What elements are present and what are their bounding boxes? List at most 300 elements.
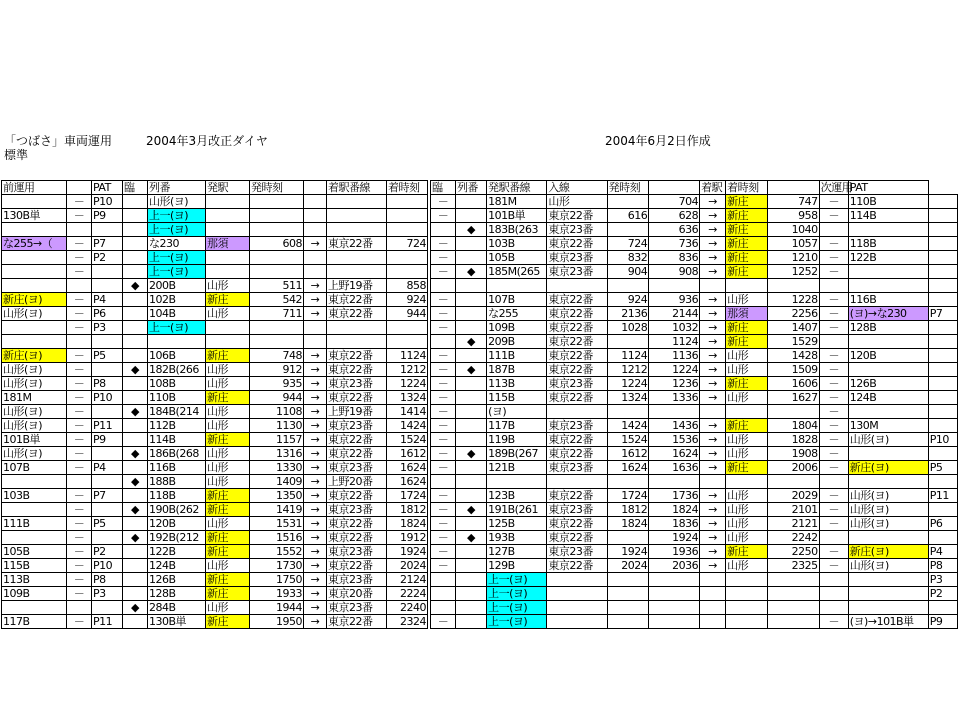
table-cell: →	[700, 237, 726, 251]
table-cell: P4	[92, 293, 123, 307]
table-cell: 186B(268	[148, 447, 206, 461]
table-cell: 1124	[649, 335, 700, 349]
table-cell: 183B(263	[487, 223, 547, 237]
column-header: 列番	[455, 181, 486, 195]
table-cell: P6	[92, 307, 123, 321]
table-cell	[928, 405, 957, 419]
table-cell	[123, 461, 148, 475]
table-row	[431, 237, 958, 251]
table-cell: →	[304, 391, 327, 405]
column-header: 臨	[123, 181, 148, 195]
header-row	[2, 181, 428, 195]
table-row	[431, 335, 958, 349]
table-cell: －	[431, 461, 456, 475]
table-cell	[928, 209, 957, 223]
table-cell	[700, 405, 726, 419]
table-cell: 113B	[487, 377, 547, 391]
column-header: 着時刻	[387, 181, 428, 195]
table-cell: P6	[928, 517, 957, 531]
table-cell: 2240	[387, 601, 428, 615]
table-cell: 山形	[726, 363, 768, 377]
table-cell: －	[819, 349, 848, 363]
table-cell	[848, 601, 928, 615]
table-cell: 東京23番	[547, 377, 607, 391]
table-cell: 東京22番	[327, 433, 387, 447]
table-cell: －	[67, 615, 92, 629]
table-row	[2, 391, 428, 405]
table-cell: P4	[928, 545, 957, 559]
table-cell: 209B	[487, 335, 547, 349]
table-cell: 1812	[607, 503, 649, 517]
table-cell: P11	[92, 615, 123, 629]
table-row	[431, 489, 958, 503]
table-cell: －	[67, 265, 92, 279]
table-cell: 1436	[649, 419, 700, 433]
table-cell: →	[700, 195, 726, 209]
table-cell: －	[431, 545, 456, 559]
table-cell: －	[67, 293, 92, 307]
table-row	[431, 307, 958, 321]
table-cell: 724	[387, 237, 428, 251]
table-cell	[387, 223, 428, 237]
column-header: 次運用	[820, 181, 853, 194]
table-cell: P2	[928, 587, 957, 601]
table-cell: 東京22番	[547, 559, 607, 573]
column-header: 入線	[547, 181, 607, 195]
table-cell: ◆	[123, 363, 148, 377]
table-cell: →	[700, 545, 726, 559]
table-row	[431, 615, 958, 629]
table-cell: 126B	[148, 573, 206, 587]
table-cell: 東京22番	[547, 237, 607, 251]
table-cell: 1524	[387, 433, 428, 447]
table-cell: －	[819, 209, 848, 223]
table-row	[431, 461, 958, 475]
table-cell: 104B	[148, 307, 206, 321]
table-cell	[455, 195, 486, 209]
table-cell: 1032	[649, 321, 700, 335]
column-header: 発時刻	[607, 181, 649, 195]
table-cell: 山形	[206, 559, 250, 573]
table-cell: →	[304, 489, 327, 503]
table-row	[431, 363, 958, 377]
subtitle: 標準	[4, 148, 29, 162]
table-cell: 2024	[607, 559, 649, 573]
table-cell	[387, 209, 428, 223]
table-cell: 新庄	[206, 531, 250, 545]
table-cell: 1057	[767, 237, 819, 251]
table-cell	[547, 405, 607, 419]
table-cell: 115B	[487, 391, 547, 405]
table-cell: 山形	[547, 195, 607, 209]
table-cell: 616	[607, 209, 649, 223]
table-cell: 山形(ヨ)	[2, 307, 67, 321]
table-row	[2, 559, 428, 573]
table-cell	[123, 419, 148, 433]
table-row	[431, 587, 958, 601]
column-header: 発駅	[206, 181, 250, 195]
table-cell: 東京22番	[547, 209, 607, 223]
table-cell: →	[304, 237, 327, 251]
table-cell: 130B単	[148, 615, 206, 629]
column-header: 発駅番線	[487, 181, 547, 195]
table-cell: －	[431, 195, 456, 209]
table-cell: 東京22番	[327, 307, 387, 321]
table-cell: →	[304, 447, 327, 461]
table-cell: 1836	[649, 517, 700, 531]
table-cell	[819, 573, 848, 587]
table-cell: 1624	[387, 461, 428, 475]
table-cell: 1924	[649, 531, 700, 545]
table-cell: 1730	[250, 559, 304, 573]
table-cell	[928, 223, 957, 237]
table-row	[431, 447, 958, 461]
table-cell: 1824	[649, 503, 700, 517]
table-cell: →	[700, 461, 726, 475]
table-cell: 2242	[767, 531, 819, 545]
table-cell: －	[67, 545, 92, 559]
table-cell: 119B	[487, 433, 547, 447]
table-cell	[92, 503, 123, 517]
table-cell: 111B	[2, 517, 67, 531]
table-cell	[649, 573, 700, 587]
table-cell	[2, 321, 67, 335]
table-cell: 東京22番	[327, 349, 387, 363]
table-row	[431, 293, 958, 307]
table-cell	[767, 615, 819, 629]
table-row	[2, 517, 428, 531]
table-cell	[547, 475, 607, 489]
table-cell	[327, 321, 387, 335]
table-cell: 1912	[387, 531, 428, 545]
table-cell	[848, 363, 928, 377]
table-cell: 新庄	[206, 587, 250, 601]
table-cell: 東京22番	[327, 237, 387, 251]
table-cell: 2121	[767, 517, 819, 531]
table-cell	[327, 335, 387, 349]
table-cell: P7	[92, 237, 123, 251]
table-cell: －	[67, 489, 92, 503]
table-cell: －	[67, 349, 92, 363]
table-cell: 山形	[206, 461, 250, 475]
table-cell	[2, 503, 67, 517]
table-row	[2, 615, 428, 629]
table-cell: 109B	[2, 587, 67, 601]
table-cell: 2029	[767, 489, 819, 503]
table-cell: 836	[649, 251, 700, 265]
table-row	[2, 545, 428, 559]
table-cell: 山形(ヨ)	[848, 517, 928, 531]
table-cell: P9	[92, 433, 123, 447]
table-cell: 1424	[607, 419, 649, 433]
table-cell	[547, 279, 607, 293]
table-cell: 東京23番	[547, 419, 607, 433]
table-cell	[767, 587, 819, 601]
table-cell: 181M	[2, 391, 67, 405]
table-cell: 東京23番	[327, 601, 387, 615]
table-cell	[607, 279, 649, 293]
table-cell	[92, 223, 123, 237]
table-cell	[304, 251, 327, 265]
table-cell: 944	[250, 391, 304, 405]
table-cell: 1157	[250, 433, 304, 447]
table-cell: －	[431, 517, 456, 531]
table-cell	[649, 615, 700, 629]
table-cell: －	[431, 321, 456, 335]
table-cell	[928, 293, 957, 307]
table-cell: －	[67, 531, 92, 545]
table-cell	[928, 349, 957, 363]
table-cell: 1228	[767, 293, 819, 307]
table-cell	[123, 335, 148, 349]
table-cell: 山形	[726, 517, 768, 531]
table-cell: ◆	[455, 447, 486, 461]
table-cell	[848, 531, 928, 545]
table-cell: 1612	[607, 447, 649, 461]
table-cell	[928, 391, 957, 405]
table-cell	[123, 489, 148, 503]
table-cell	[848, 265, 928, 279]
table-cell: －	[67, 391, 92, 405]
table-cell	[455, 419, 486, 433]
table-cell	[928, 237, 957, 251]
table-cell: 704	[649, 195, 700, 209]
table-cell: →	[304, 377, 327, 391]
table-cell	[928, 251, 957, 265]
table-cell: 東京22番	[327, 615, 387, 629]
table-cell: －	[819, 433, 848, 447]
table-cell: 200B	[148, 279, 206, 293]
table-cell: －	[431, 377, 456, 391]
table-cell: P5	[92, 517, 123, 531]
table-cell	[607, 573, 649, 587]
table-cell: 103B	[487, 237, 547, 251]
table-cell: 新庄	[726, 209, 768, 223]
table-cell: －	[67, 307, 92, 321]
table-cell: 山形(ヨ)	[2, 419, 67, 433]
table-cell: －	[819, 363, 848, 377]
table-cell: 189B(267	[487, 447, 547, 461]
table-cell: 新庄	[726, 237, 768, 251]
table-cell	[700, 615, 726, 629]
table-cell	[819, 475, 848, 489]
table-cell: ◆	[123, 601, 148, 615]
table-cell	[726, 587, 768, 601]
table-cell: －	[431, 293, 456, 307]
table-row	[431, 195, 958, 209]
table-cell: 1516	[250, 531, 304, 545]
table-cell: ◆	[455, 503, 486, 517]
table-cell: 1210	[767, 251, 819, 265]
table-cell	[67, 475, 92, 489]
table-cell	[123, 433, 148, 447]
table-cell: －	[67, 461, 92, 475]
table-cell: 1824	[387, 517, 428, 531]
table-cell: －	[431, 531, 456, 545]
table-cell: 1924	[607, 545, 649, 559]
column-header: PAT	[92, 181, 123, 195]
table-row	[431, 391, 958, 405]
table-cell: 181M	[487, 195, 547, 209]
table-cell: (ヨ)→な230	[848, 307, 928, 321]
table-cell: →	[700, 363, 726, 377]
table-cell: 1612	[387, 447, 428, 461]
table-cell	[92, 279, 123, 293]
table-cell	[92, 601, 123, 615]
table-cell: 東京23番	[327, 573, 387, 587]
table-cell: 108B	[148, 377, 206, 391]
table-cell: 1324	[607, 391, 649, 405]
table-cell: 1804	[767, 419, 819, 433]
table-cell	[819, 531, 848, 545]
table-cell: 904	[607, 265, 649, 279]
table-cell: 858	[387, 279, 428, 293]
table-cell: 1627	[767, 391, 819, 405]
table-cell: 748	[250, 349, 304, 363]
table-row	[2, 349, 428, 363]
table-cell	[726, 601, 768, 615]
table-cell	[2, 195, 67, 209]
table-cell: －	[819, 237, 848, 251]
table-cell	[848, 279, 928, 293]
table-cell: 那須	[206, 237, 250, 251]
table-cell: 185M(265	[487, 265, 547, 279]
table-cell	[455, 601, 486, 615]
table-cell	[2, 531, 67, 545]
table-cell	[206, 321, 250, 335]
table-cell	[2, 475, 67, 489]
table-cell: －	[819, 517, 848, 531]
table-cell: ◆	[455, 223, 486, 237]
table-cell	[455, 349, 486, 363]
table-cell: 724	[607, 237, 649, 251]
table-row	[2, 503, 428, 517]
table-cell: 新庄	[206, 349, 250, 363]
table-cell	[928, 447, 957, 461]
table-cell	[607, 615, 649, 629]
table-cell: P9	[928, 615, 957, 629]
table-cell: →	[304, 559, 327, 573]
table-cell: 2136	[607, 307, 649, 321]
column-header: 着駅番線	[327, 181, 387, 195]
table-cell	[726, 615, 768, 629]
table-cell: －	[67, 419, 92, 433]
table-cell: －	[819, 195, 848, 209]
table-row	[2, 321, 428, 335]
table-cell: P10	[92, 391, 123, 405]
table-cell: ◆	[455, 265, 486, 279]
table-cell	[206, 223, 250, 237]
table-row	[2, 531, 428, 545]
table-cell: 新庄(ヨ)	[848, 461, 928, 475]
column-header: 臨	[431, 181, 456, 195]
table-cell: →	[700, 433, 726, 447]
table-cell: 山形	[206, 601, 250, 615]
table-cell: 東京22番	[327, 293, 387, 307]
table-cell: 127B	[487, 545, 547, 559]
table-cell	[387, 265, 428, 279]
table-cell: 1944	[250, 601, 304, 615]
table-cell: P7	[928, 307, 957, 321]
table-cell	[455, 615, 486, 629]
table-cell: －	[431, 559, 456, 573]
table-cell	[455, 279, 486, 293]
table-cell: －	[67, 433, 92, 447]
table-cell	[726, 573, 768, 587]
table-row	[2, 433, 428, 447]
table-row	[431, 545, 958, 559]
table-cell: 608	[250, 237, 304, 251]
table-cell: 1624	[649, 447, 700, 461]
table-cell: 1212	[387, 363, 428, 377]
table-cell: →	[304, 475, 327, 489]
table-cell: 944	[387, 307, 428, 321]
table-cell	[250, 223, 304, 237]
table-cell: 1224	[607, 377, 649, 391]
table-cell	[327, 265, 387, 279]
table-cell	[67, 335, 92, 349]
table-cell: →	[700, 223, 726, 237]
table-cell	[250, 251, 304, 265]
table-cell: →	[700, 251, 726, 265]
table-cell: 山形(ヨ)	[2, 377, 67, 391]
table-cell: 1428	[767, 349, 819, 363]
table-cell	[304, 321, 327, 335]
table-cell: 2006	[767, 461, 819, 475]
table-cell	[123, 223, 148, 237]
table-cell: 山形(ヨ)	[848, 489, 928, 503]
table-cell	[455, 559, 486, 573]
table-cell: 126B	[848, 377, 928, 391]
table-cell: 122B	[148, 545, 206, 559]
table-cell: 上一(ヨ)	[487, 587, 547, 601]
table-cell: 山形	[726, 349, 768, 363]
table-cell: 118B	[848, 237, 928, 251]
table-cell	[700, 587, 726, 601]
table-cell: 2324	[387, 615, 428, 629]
table-cell: 新庄	[726, 195, 768, 209]
table-cell: →	[304, 293, 327, 307]
table-cell: 山形	[726, 447, 768, 461]
table-cell: (ヨ)→101B単	[848, 615, 928, 629]
table-cell: 117B	[487, 419, 547, 433]
table-cell	[2, 251, 67, 265]
table-cell: 東京23番	[327, 419, 387, 433]
table-cell: 2256	[767, 307, 819, 321]
table-cell	[123, 559, 148, 573]
table-cell: －	[819, 615, 848, 629]
table-cell: 東京23番	[327, 545, 387, 559]
table-cell	[92, 363, 123, 377]
table-row	[2, 363, 428, 377]
table-cell: 101B単	[487, 209, 547, 223]
table-cell: 1108	[250, 405, 304, 419]
table-cell	[250, 321, 304, 335]
table-cell: 1224	[387, 377, 428, 391]
table-cell: 115B	[2, 559, 67, 573]
table-cell: (ヨ)	[487, 405, 547, 419]
table-cell: 新庄	[206, 545, 250, 559]
table-row	[2, 265, 428, 279]
table-row	[431, 405, 958, 419]
table-cell: P10	[928, 433, 957, 447]
table-cell: →	[700, 335, 726, 349]
table-cell: －	[67, 321, 92, 335]
table-cell	[206, 251, 250, 265]
table-cell: －	[431, 503, 456, 517]
table-row	[2, 195, 428, 209]
table-cell: 832	[607, 251, 649, 265]
